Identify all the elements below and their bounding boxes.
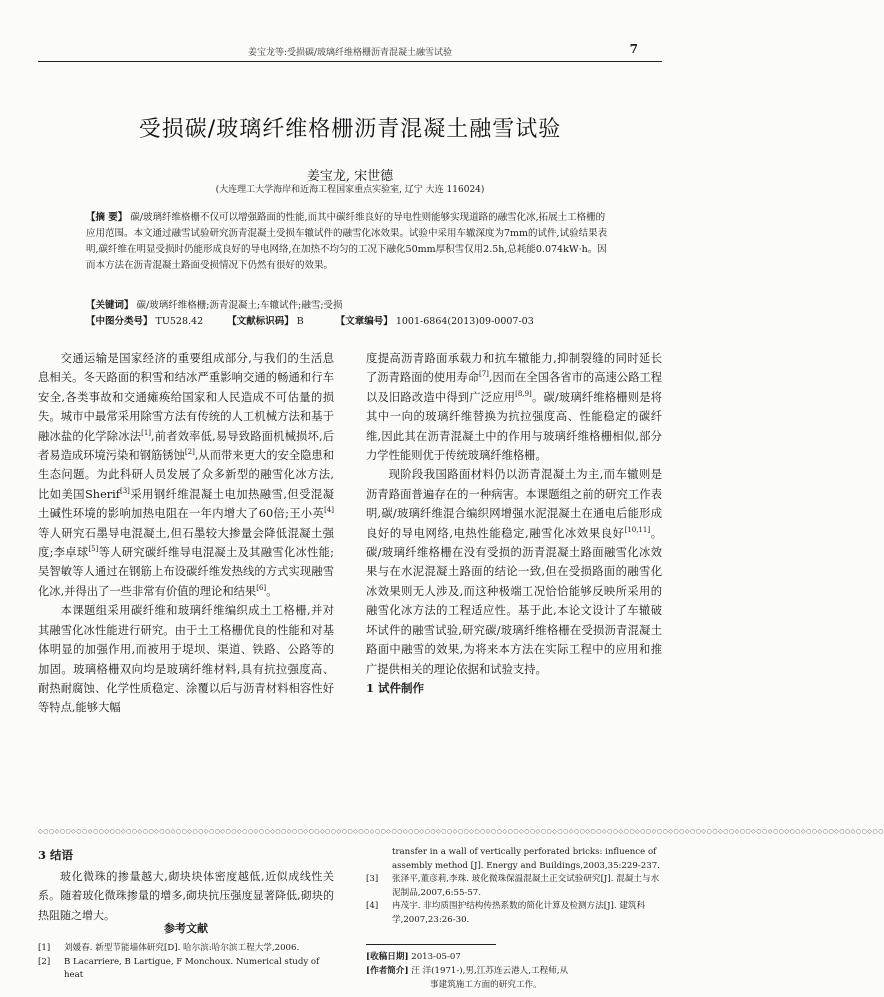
author-bio (366, 964, 662, 978)
body-right-column (366, 349, 662, 698)
reference-number: [4] (366, 901, 379, 911)
citation: [5] (88, 545, 99, 554)
classification-row (86, 314, 614, 330)
citation: [8,9] (515, 390, 532, 399)
citation: [10,11] (624, 525, 651, 534)
citation: [1] (141, 428, 152, 437)
header-rule (38, 61, 662, 62)
text-run: 。碳/玻璃纤维格栅在没有受损的沥青混凝土路面融雪化冰效果与在水泥混凝土路面的结论一致,但在受损路面的融雪化冰效果则无人涉及,而这种极端工况恰恰能够反映所采用的融雪化冰方法的工程适应性。基于此,本论文设计了车辙破坏试件的融雪试验,研究碳/玻璃纤维格栅在受损沥青混凝土路面中融雪的效果,为将来本方法在实际工程中的应用和推广提供相关的理论依据和试验支持。 (366, 526, 662, 676)
text-run: 交通运输是国家经济的重要组成部分,与我们的生活息息相关。冬天路面的积雪和结冰严重影响交通的畅通和行车安全,各类事故和交通瘫痪给国家和人民造成不可估量的损失。城市中最常采用除雪方法有传统的人工机械方法和基于融冰盐的化学除冰法 (38, 352, 334, 443)
reference-item (38, 942, 334, 956)
references-right (366, 846, 662, 927)
citation: [7] (479, 370, 489, 379)
reference-text: 冉茂宇. 非均质围护结构传热系数的简化计算及检测方法[J]. 建筑科学,2007,23:26-30. (392, 901, 646, 925)
text-run: 。 (266, 584, 278, 598)
abstract (86, 210, 614, 274)
paragraph (366, 349, 662, 465)
reference-continuation: transfer in a wall of vertically perforated bricks: influence of assembly method [J]. Energy and Buildings,2003,35:229-237. (392, 847, 660, 871)
reference-text: B Lacarriere, B Lartigue, F Monchoux. Numerical study of heat (64, 956, 320, 980)
text-run: 。碳/玻璃纤维格栅则是将其中一向的玻璃纤维替换为抗拉强度高、性能稳定的碳纤维,因此其在沥青混凝土中的作用与玻璃纤维格栅相似,部分力学性能则优于传统玻璃纤维格栅。 (366, 390, 662, 463)
doc-code-value: B (296, 316, 304, 327)
article-number-value: 1001-6864(2013)09-0007-03 (395, 316, 534, 327)
section-heading: 3 结语 (38, 848, 74, 862)
text-run: 度提高沥青路面承载力和抗车辙能力,抑制裂缝的同时延长了沥青路面的使用寿命 (366, 352, 662, 385)
author-bio-continued: 事建筑施工方面的研究工作。 (430, 980, 542, 990)
running-header: 姜宝龙等:受损碳/玻璃纤维格栅沥青混凝土融雪试验 (247, 48, 453, 58)
article-notes (366, 950, 662, 992)
reference-number: [3] (366, 874, 379, 884)
paragraph: 本课题组采用碳纤维和玻璃纤维编织成土工格栅,并对其融雪化冰性能进行研究。由于土工格栅优良的性能和对基体明显的加强作用,而被用于堤坝、渠道、铁路、公路等的加固。玻璃格栅双向均是玻璃纤维材料,具有抗拉强度高、耐热耐腐蚀、化学性质稳定、涂覆以后与沥青材料相容性好等特点,能够大幅 (38, 604, 334, 715)
references-title: 参考文献 (164, 922, 208, 935)
affiliation: (大连理工大学海岸和近海工程国家重点实验室, 辽宁 大连 116024) (215, 185, 485, 195)
citation: [4] (324, 506, 334, 515)
reference-item (38, 956, 334, 983)
author-bio-label: [作者简介] (366, 966, 409, 976)
footnote-rule (366, 944, 496, 945)
section-heading: 1 试件制作 (366, 680, 425, 695)
text-run: 现阶段我国路面材料仍以沥青混凝土为主,而车辙则是沥青路面普遍存在的一种病害。本课题组之前的研究工作表明,碳/玻璃纤维混合编织网增强水泥混凝土在通电后能形成良好的导电网络,电热性能稳定,融雪化冰效果良好 (366, 468, 662, 540)
keywords (86, 298, 614, 314)
text-run: 采用钢纤维混凝土电加热融雪,但受混凝土碱性环境的影响加热电阻在一年内增大了60倍;王小英 (38, 487, 334, 521)
clc-label: 【中图分类号】 (86, 316, 153, 327)
text-run: 等人研究石墨导电混凝土,但石墨较大掺量会降低混凝土强度;李卓球 (38, 526, 334, 560)
article-divider: ◇○○◇○○◇○○◇○○◇○○◇○○◇○○◇○○◇○○◇○○◇○○◇○○◇○○◇○○◇○○◇○○◇○○◇○○◇○○◇○○◇○○◇○○◇○○◇○○◇○○◇○○◇○○◇○○◇○○◇○○◇○○◇○○◇○○◇○○◇○○◇○○◇○○◇○○◇○○◇○○◇○○◇○○◇○○◇○○◇○○◇○○◇○○◇○○◇○○◇○○◇○○ (38, 828, 884, 835)
paragraph (366, 465, 662, 678)
received-value: 2013-05-07 (411, 952, 461, 962)
text-run: 等人研究碳纤维导电混凝土及其融雪化冰性能;吴智敏等人通过在钢筋上布设碳纤维发热线的方式实现融雪化冰,并得出了一些非常有价值的理论和结果 (38, 546, 334, 598)
clc-value: TU528.42 (155, 316, 204, 327)
reference-text: 刘媛春. 新型节能墙体研究[D]. 哈尔滨:哈尔滨工程大学,2006. (64, 943, 300, 953)
reference-number: [1] (38, 943, 51, 953)
paragraph (38, 349, 334, 601)
citation: [6] (256, 584, 267, 593)
abstract-label: 【摘 要】 (86, 212, 128, 223)
prev-article-conclusion (38, 846, 334, 925)
paragraph: 玻化微珠的掺量越大,砌块块体密度越低,近似成线性关系。随着玻化微珠掺量的增多,砌块抗压强度显著降低,砌块的热阻随之增大。 (38, 869, 334, 922)
text-run: ,从而带来更大的安全隐患和生态问题。为此科研人员发展了众多新型的融雪化冰方法,比如美国Sherif (38, 449, 334, 501)
author-bio-value: 汪 洋(1971-),男,江苏连云港人,工程师,从 (411, 966, 569, 976)
body-left-column (38, 349, 334, 718)
text-run: ,前者效率低,易导致路面机械损坏,后者易造成环境污染和钢筋锈蚀 (38, 429, 334, 463)
citation: [2] (184, 448, 195, 457)
reference-number: [2] (38, 956, 51, 967)
citation: [3] (119, 487, 130, 496)
reference-item (366, 873, 662, 900)
page-number: 7 (629, 42, 638, 56)
received-date (366, 950, 662, 964)
paper-title: 受损碳/玻璃纤维格栅沥青混凝土融雪试验 (138, 117, 562, 142)
keywords-label: 【关键词】 (86, 300, 134, 311)
received-label: [收稿日期] (366, 952, 409, 962)
references-left (38, 942, 334, 983)
article-number-label: 【文章编号】 (335, 316, 393, 327)
reference-text: 张泽平,董彦莉,李珠. 玻化微珠保温混凝土正交试验研究[J]. 混凝土与水泥制品,2007,6:55-57. (392, 874, 660, 898)
text-run: ,因而在全国各省市的高速公路工程以及旧路改造中得到广泛应用 (366, 371, 662, 404)
doc-code-label: 【文献标识码】 (227, 316, 294, 327)
authors: 姜宝龙, 宋世德 (306, 169, 394, 184)
reference-item (366, 900, 662, 927)
abstract-text: 碳/玻璃纤维格栅不仅可以增强路面的性能,而其中碳纤维良好的导电性则能够实现道路的融雪化冰,拓展土工格栅的应用范围。本文通过融雪试验研究沥青混凝土受损车辙试件的融雪化冰效果。试验中采用车辙深度为7mm的试件,试验结果表明,碳纤维在明显受损时仍能形成良好的导电网络,在加热不均匀的工况下融化50mm厚积雪仅用2.5h,总耗能0.074kW·h。因而本方法在沥青混凝土路面受损情况下仍然有很好的效果。 (86, 212, 608, 271)
keywords-text: 碳/玻璃纤维格栅;沥青混凝土;车辙试件;融雪;受损 (136, 300, 343, 311)
